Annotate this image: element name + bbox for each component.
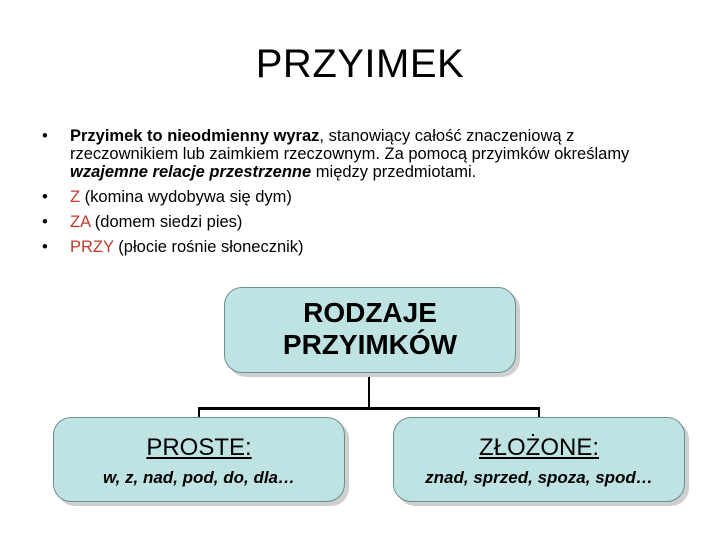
simple-node-title: PROSTE:: [146, 434, 252, 461]
root-node-line1: RODZAJE: [303, 297, 437, 328]
bullet-marker: •: [42, 127, 48, 145]
example-sentence: (płocie rośnie słonecznik): [113, 238, 304, 256]
definition-bold: Przyimek to nieodmienny wyraz: [70, 127, 320, 145]
bullet-marker: •: [42, 238, 48, 256]
example-sentence: (domem siedzi pies): [90, 213, 243, 231]
example-text: [70, 213, 682, 231]
list-item: [42, 238, 682, 256]
simple-node-examples: w, z, nad, pod, do, dla…: [102, 468, 296, 487]
bullet-marker: •: [42, 188, 48, 206]
connector-horizontal: [198, 407, 540, 410]
example-preposition: Z: [70, 188, 81, 206]
definition-emphasis: wzajemne relacje przestrzenne: [70, 163, 312, 181]
definition-part1: , stanowiący całość znaczeniową z rzeczownikiem lub zaimkiem rzeczownym. Za pomocą przyimków określamy: [70, 127, 630, 163]
root-node-line2: PRZYIMKÓW: [282, 329, 458, 360]
root-node-label: [225, 288, 515, 361]
diagram-root-node: [224, 287, 516, 373]
example-preposition: PRZY: [70, 238, 114, 256]
list-item: [42, 188, 682, 206]
example-text: [70, 188, 682, 206]
example-preposition: ZA: [70, 213, 91, 231]
page-title: PRZYIMEK: [255, 42, 465, 86]
definition-text: [70, 127, 682, 181]
example-sentence: (komina wydobywa się dym): [80, 188, 292, 206]
compound-node-examples: znad, sprzed, spoza, spod…: [425, 468, 653, 487]
example-text: [70, 238, 682, 256]
diagram-node-compound: [393, 417, 685, 502]
bullet-list: [42, 127, 682, 263]
bullet-marker: •: [42, 213, 48, 231]
connector-vertical-root: [368, 371, 370, 408]
compound-node-title: ZŁOŻONE:: [478, 434, 599, 461]
list-item: [42, 127, 682, 181]
list-item: [42, 213, 682, 231]
definition-part2: między przedmiotami.: [311, 163, 477, 181]
diagram-node-simple: [53, 417, 345, 502]
